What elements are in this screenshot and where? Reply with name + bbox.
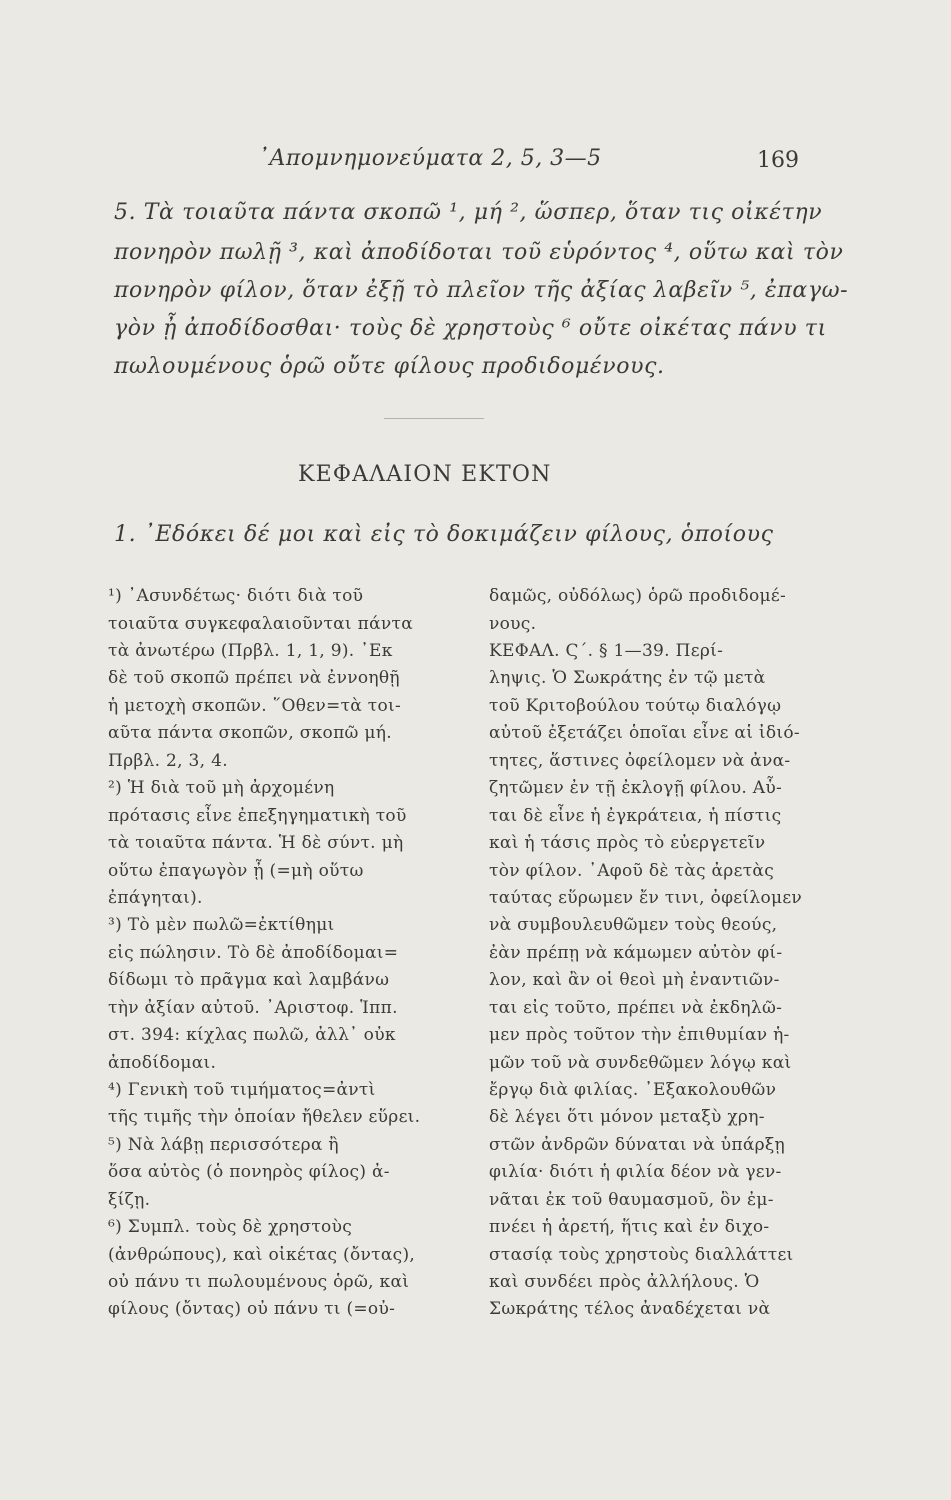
footnote-line: ληψις. Ὁ Σωκράτης ἐν τῷ μετὰ	[489, 668, 766, 688]
footnote-line: ταύτας εὕρωμεν ἔν τινι, ὀφείλομεν	[489, 888, 803, 908]
footnote-line: στῶν ἀνδρῶν δύναται νὰ ὑπάρξῃ	[489, 1135, 786, 1155]
footnote-line: ³) Τὸ μὲν πωλῶ=ἐκτίθημι	[108, 915, 335, 935]
footnote-line: λον, καὶ ἂν οἱ θεοὶ μὴ ἐναντιῶν-	[489, 970, 780, 990]
paragraph-line: 5. Τὰ τοιαῦτα πάντα σκοπῶ ¹, μή ², ὥσπερ, ὅταν τις οἰκέτην	[114, 200, 823, 225]
footnote-line: νὰ συμβουλευθῶμεν τοὺς θεούς,	[489, 915, 778, 935]
footnote-line: φίλους (ὄντας) οὐ πάνυ τι (=οὐ-	[108, 1299, 396, 1319]
footnote-line: οὕτω ἐπαγωγὸν ᾖ (=μὴ οὕτω	[108, 861, 364, 881]
paragraph-line: πωλουμένους ὁρῶ οὔτε φίλους προδιδομένους.	[114, 354, 665, 379]
paragraph-line: γὸν ᾖ ἀποδίδοσθαι· τοὺς δὲ χρηστοὺς ⁶ οὔτε οἰκέτας πάνυ τι	[114, 316, 827, 341]
footnote-line: στασίᾳ τοὺς χρηστοὺς διαλλάττει	[489, 1245, 794, 1265]
footnote-line: αῦτα πάντα σκοπῶν, σκοπῶ μή.	[108, 723, 392, 743]
chapter-opening-line: 1. ᾽Εδόκει δέ μοι καὶ εἰς τὸ δοκιμάζειν φίλους, ὁποίους	[114, 522, 774, 547]
footnote-line: τητες, ἅστινες ὀφείλομεν νὰ ἀνα-	[489, 751, 791, 771]
footnote-line: τὴν ἀξίαν αὐτοῦ. ᾽Αριστοφ. Ἱππ.	[108, 998, 398, 1018]
footnote-line: τῆς τιμῆς τὴν ὁποίαν ἤθελεν εὕρει.	[108, 1107, 421, 1127]
footnote-line: ται εἰς τοῦτο, πρέπει νὰ ἐκδηλῶ-	[489, 998, 783, 1018]
paragraph-line: πονηρὸν πωλῇ ³, καὶ ἀποδίδοται τοῦ εὑρόντος ⁴, οὕτω καὶ τὸν	[114, 240, 844, 265]
footnote-line: τὸν φίλον. ᾽Αφοῦ δὲ τὰς ἀρετὰς	[489, 861, 775, 881]
footnote-line: καὶ ἡ τάσις πρὸς τὸ εὐεργετεῖν	[489, 833, 766, 853]
page-number: 169	[757, 148, 799, 173]
footnote-line: ται δὲ εἶνε ἡ ἐγκράτεια, ἡ πίστις	[489, 806, 782, 826]
footnote-line: ἐὰν πρέπῃ νὰ κάμωμεν αὐτὸν φί-	[489, 943, 783, 963]
footnote-line: εἰς πώλησιν. Τὸ δὲ ἀποδίδομαι=	[108, 943, 399, 963]
footnote-line: νᾶται ἐκ τοῦ θαυμασμοῦ, ὃν ἐμ-	[489, 1190, 774, 1210]
chapter-title: ΚΕΦΑΛΑΙΟΝ ΕΚΤΟΝ	[298, 462, 552, 487]
footnote-line: οὐ πάνυ τι πωλουμένους ὁρῶ, καὶ	[108, 1272, 410, 1292]
footnote-line: ⁵) Νὰ λάβῃ περισσότερα ἢ	[108, 1135, 339, 1155]
footnote-line: τὰ τοιαῦτα πάντα. Ἡ δὲ σύντ. μὴ	[108, 833, 404, 853]
footnote-line: ⁶) Συμπλ. τοὺς δὲ χρηστοὺς	[108, 1217, 353, 1237]
footnote-line: ξίζῃ.	[108, 1190, 151, 1210]
footnote-line: ΚΕΦΑΛ. Ϛ΄. § 1—39. Περί-	[489, 641, 724, 661]
footnote-line: αὐτοῦ ἐξετάζει ὁποῖαι εἶνε αἱ ἰδιό-	[489, 723, 800, 743]
footnote-line: στ. 394: κίχλας πωλῶ, ἀλλ᾽ οὐκ	[108, 1025, 396, 1045]
footnote-line: μεν πρὸς τοῦτον τὴν ἐπιθυμίαν ἡ-	[489, 1025, 790, 1045]
footnote-line: δὲ τοῦ σκοπῶ πρέπει νὰ ἐννοηθῇ	[108, 668, 400, 688]
footnote-line: ὅσα αὐτὸς (ὁ πονηρὸς φίλος) ἀ-	[108, 1162, 390, 1182]
footnote-line: ²) Ἡ διὰ τοῦ μὴ ἀρχομένη	[108, 778, 335, 798]
footnote-line: Σωκράτης τέλος ἀναδέχεται νὰ	[489, 1299, 771, 1319]
footnote-line: δὲ λέγει ὅτι μόνον μεταξὺ χρη-	[489, 1107, 765, 1127]
paragraph-line: πονηρὸν φίλον, ὅταν ἐξῇ τὸ πλεῖον τῆς ἀξίας λαβεῖν ⁵, ἐπαγω-	[114, 278, 849, 303]
footnote-line: ἡ μετοχὴ σκοπῶν. ῞Οθεν=τὰ τοι-	[108, 696, 402, 716]
footnote-line: ζητῶμεν ἐν τῇ ἐκλογῇ φίλου. Αὗ-	[489, 778, 782, 798]
footnote-line: ⁴) Γενικὴ τοῦ τιμήματος=ἀντὶ	[108, 1080, 376, 1100]
footnote-line: καὶ συνδέει πρὸς ἀλλήλους. Ὁ	[489, 1272, 760, 1292]
footnote-line: δαμῶς, οὐδόλως) ὁρῶ προδιδομέ-	[489, 586, 787, 606]
footnote-line: πρότασις εἶνε ἐπεξηγηματικὴ τοῦ	[108, 806, 407, 826]
footnote-line: μῶν τοῦ νὰ συνδεθῶμεν λόγῳ καὶ	[489, 1053, 792, 1073]
footnote-line: ἐπάγηται).	[108, 888, 203, 908]
footnote-line: δίδωμι τὸ πρᾶγμα καὶ λαμβάνω	[108, 970, 390, 990]
footnote-line: ¹) ᾽Ασυνδέτως· διότι διὰ τοῦ	[108, 586, 364, 606]
footnote-line: ἀποδίδομαι.	[108, 1053, 217, 1073]
running-head: ᾽Απομνημονεύματα 2, 5, 3—5	[258, 146, 602, 171]
footnote-line: Πρβλ. 2, 3, 4.	[108, 751, 228, 771]
footnote-line: τοιαῦτα συγκεφαλαιοῦνται πάντα	[108, 614, 413, 634]
footnote-line: τὰ ἀνωτέρω (Πρβλ. 1, 1, 9). ᾽Εκ	[108, 641, 393, 661]
section-divider	[384, 418, 484, 419]
footnote-line: τοῦ Κριτοβούλου τούτῳ διαλόγῳ	[489, 696, 782, 716]
footnote-line: πνέει ἡ ἀρετή, ἥτις καὶ ἐν διχο-	[489, 1217, 770, 1237]
footnote-line: (ἀνθρώπους), καὶ οἰκέτας (ὄντας),	[108, 1245, 416, 1265]
footnote-line: φιλία· διότι ἡ φιλία δέον νὰ γεν-	[489, 1162, 782, 1182]
footnote-line: ἔργῳ διὰ φιλίας. ᾽Εξακολουθῶν	[489, 1080, 777, 1100]
footnote-line: νους.	[489, 614, 537, 634]
